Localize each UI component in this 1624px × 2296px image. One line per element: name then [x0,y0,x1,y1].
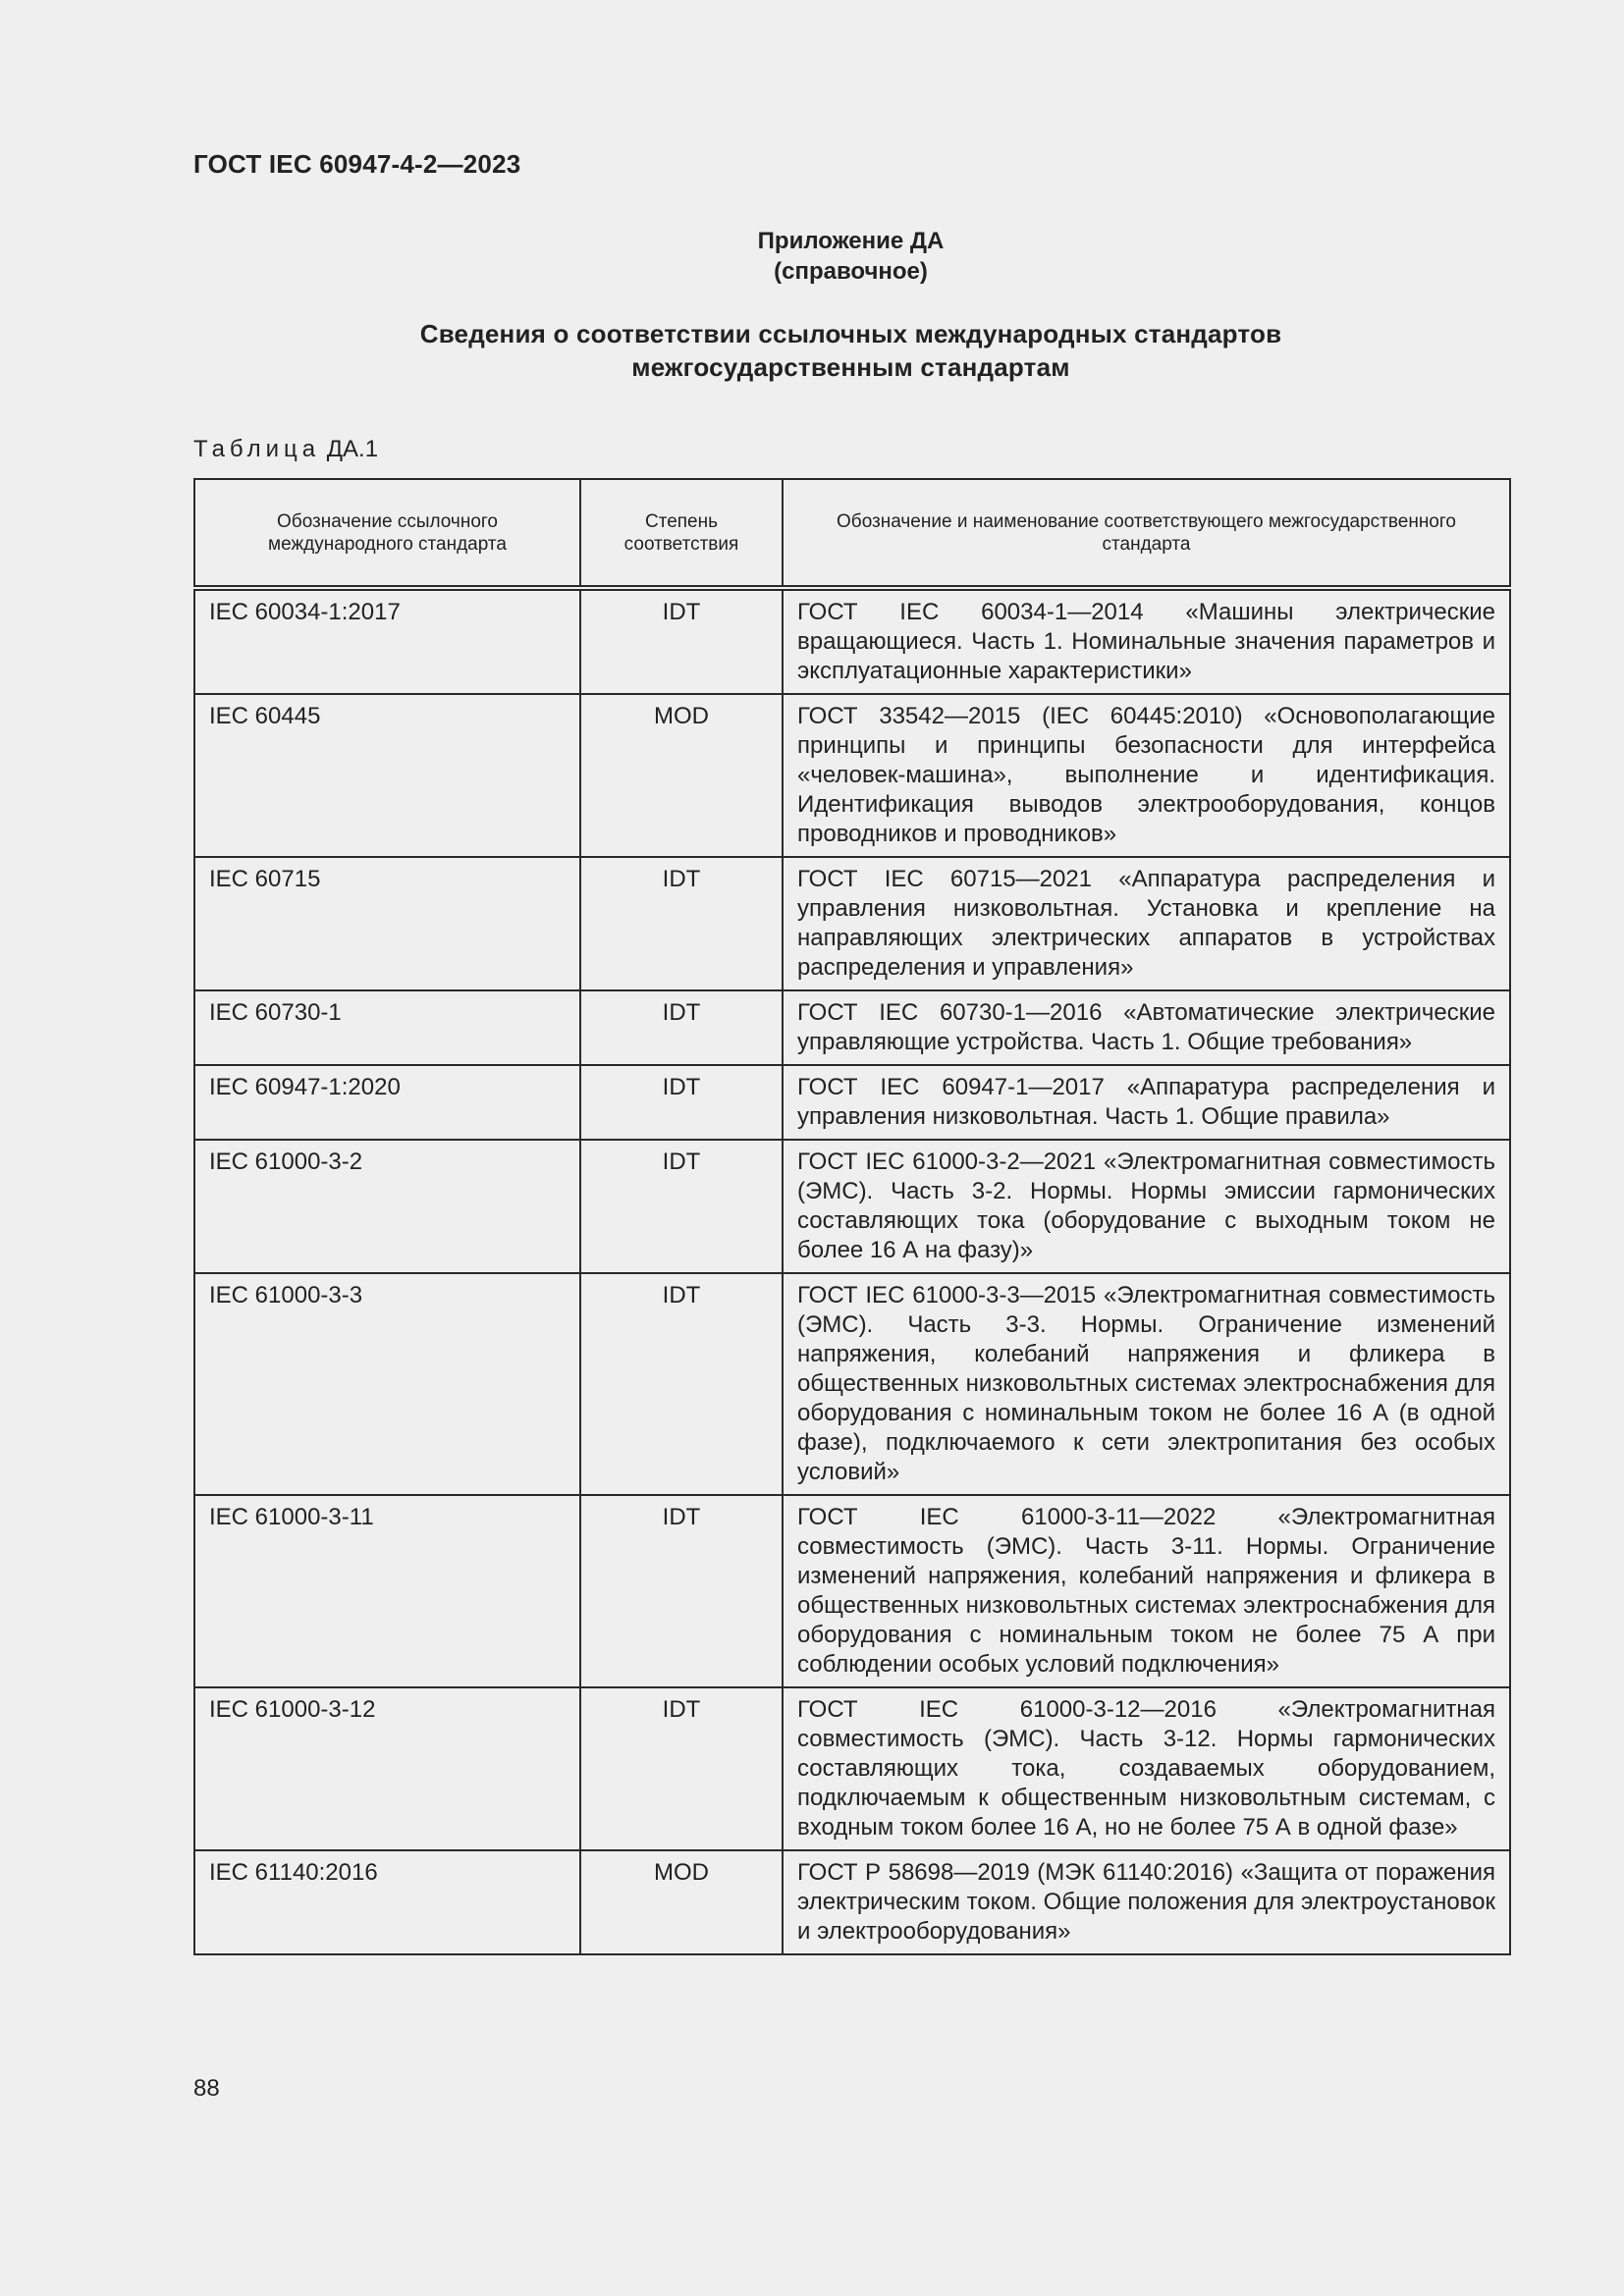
cell-gost: ГОСТ IEC 61000-3-11—2022 «Электромагнитная совместимость (ЭМС). Часть 3-11. Нормы. Ограничение изменений напряжения, колебаний напряжения и фликера в общественных низковольтных системах электроснабжения для оборудования с номинальным током не более 75 А при соблюдении особых условий подключения» [783,1495,1510,1687]
table-caption-number: ДА.1 [326,436,379,462]
cell-gost: ГОСТ IEC 61000-3-3—2015 «Электромагнитная совместимость (ЭМС). Часть 3-3. Нормы. Ограничение изменений напряжения, колебаний напряжения и фликера в общественных низковольтных системах электроснабжения для оборудования с номинальным током не более 16 А (в одной фазе), подключаемого к сети электропитания без особых условий» [783,1273,1510,1495]
cell-gost: ГОСТ IEC 61000-3-2—2021 «Электромагнитная совместимость (ЭМС). Часть 3-2. Нормы. Нормы эмиссии гармонических составляющих тока (оборудование с выходным током не более 16 А на фазу)» [783,1140,1510,1273]
table-caption-word: Таблица [193,436,321,462]
table-row [194,588,1510,694]
table-row [194,1495,1510,1687]
header-interstate-standard: Обозначение и наименование соответствующего межгосударственного стандарта [783,479,1510,588]
section-title-line2: межгосударственным стандартам [631,352,1070,382]
cell-code: IEC 61140:2016 [194,1850,580,1954]
cell-degree: MOD [580,694,783,857]
cell-code: IEC 60715 [194,857,580,990]
cell-degree: IDT [580,1140,783,1273]
cell-gost: ГОСТ 33542—2015 (IEC 60445:2010) «Основополагающие принципы и принципы безопасности для интерфейса «человек-машина», выполнение и идентификация. Идентификация выводов электрооборудования, концов проводников и проводников» [783,694,1510,857]
cell-gost: ГОСТ IEC 61000-3-12—2016 «Электромагнитная совместимость (ЭМС). Часть 3-12. Нормы гармонических составляющих тока, создаваемых оборудованием, подключаемым к общественным низковольтным системам, с входным током более 16 А, но не более 75 А в одной фазе» [783,1687,1510,1850]
cell-degree: IDT [580,1065,783,1140]
table-row [194,1273,1510,1495]
cell-degree: MOD [580,1850,783,1954]
cell-code: IEC 61000-3-11 [194,1495,580,1687]
cell-code: IEC 60947-1:2020 [194,1065,580,1140]
cell-degree: IDT [580,1495,783,1687]
table-header-row [194,479,1510,588]
appendix-subtitle: (справочное) [774,258,928,285]
cell-gost: ГОСТ IEC 60715—2021 «Аппаратура распределения и управления низковольтная. Установка и крепление на направляющих электрических аппаратов в устройствах распределения и управления» [783,857,1510,990]
table-caption [193,436,378,463]
cell-code: IEC 60730-1 [194,990,580,1065]
cell-degree: IDT [580,990,783,1065]
correspondence-table [193,478,1511,1955]
table-row [194,1140,1510,1273]
cell-code: IEC 61000-3-3 [194,1273,580,1495]
section-title-line1: Сведения о соответствии ссылочных международных стандартов [419,319,1282,348]
cell-gost: ГОСТ IEC 60034-1—2014 «Машины электрические вращающиеся. Часть 1. Номинальные значения параметров и эксплуатационные характеристики» [783,588,1510,694]
appendix-title: Приложение ДА [757,228,945,254]
cell-code: IEC 61000-3-2 [194,1140,580,1273]
header-degree: Степень соответствия [580,479,783,588]
cell-code: IEC 60445 [194,694,580,857]
cell-gost: ГОСТ Р 58698—2019 (МЭК 61140:2016) «Защита от поражения электрическим током. Общие положения для электроустановок и электрооборудования» [783,1850,1510,1954]
section-title [0,317,1624,384]
appendix-heading [0,226,1624,287]
table-row [194,1850,1510,1954]
document-code: ГОСТ IEC 60947-4-2—2023 [193,149,521,179]
cell-degree: IDT [580,857,783,990]
cell-gost: ГОСТ IEC 60947-1—2017 «Аппаратура распределения и управления низковольтная. Часть 1. Общие правила» [783,1065,1510,1140]
page-number: 88 [193,2075,220,2102]
cell-code: IEC 61000-3-12 [194,1687,580,1850]
cell-degree: IDT [580,588,783,694]
table-row [194,857,1510,990]
cell-gost: ГОСТ IEC 60730-1—2016 «Автоматические электрические управляющие устройства. Часть 1. Общие требования» [783,990,1510,1065]
table-row [194,694,1510,857]
cell-code: IEC 60034-1:2017 [194,588,580,694]
table-row [194,1687,1510,1850]
cell-degree: IDT [580,1687,783,1850]
table-row [194,990,1510,1065]
cell-degree: IDT [580,1273,783,1495]
table-row [194,1065,1510,1140]
header-international-standard: Обозначение ссылочного международного стандарта [194,479,580,588]
